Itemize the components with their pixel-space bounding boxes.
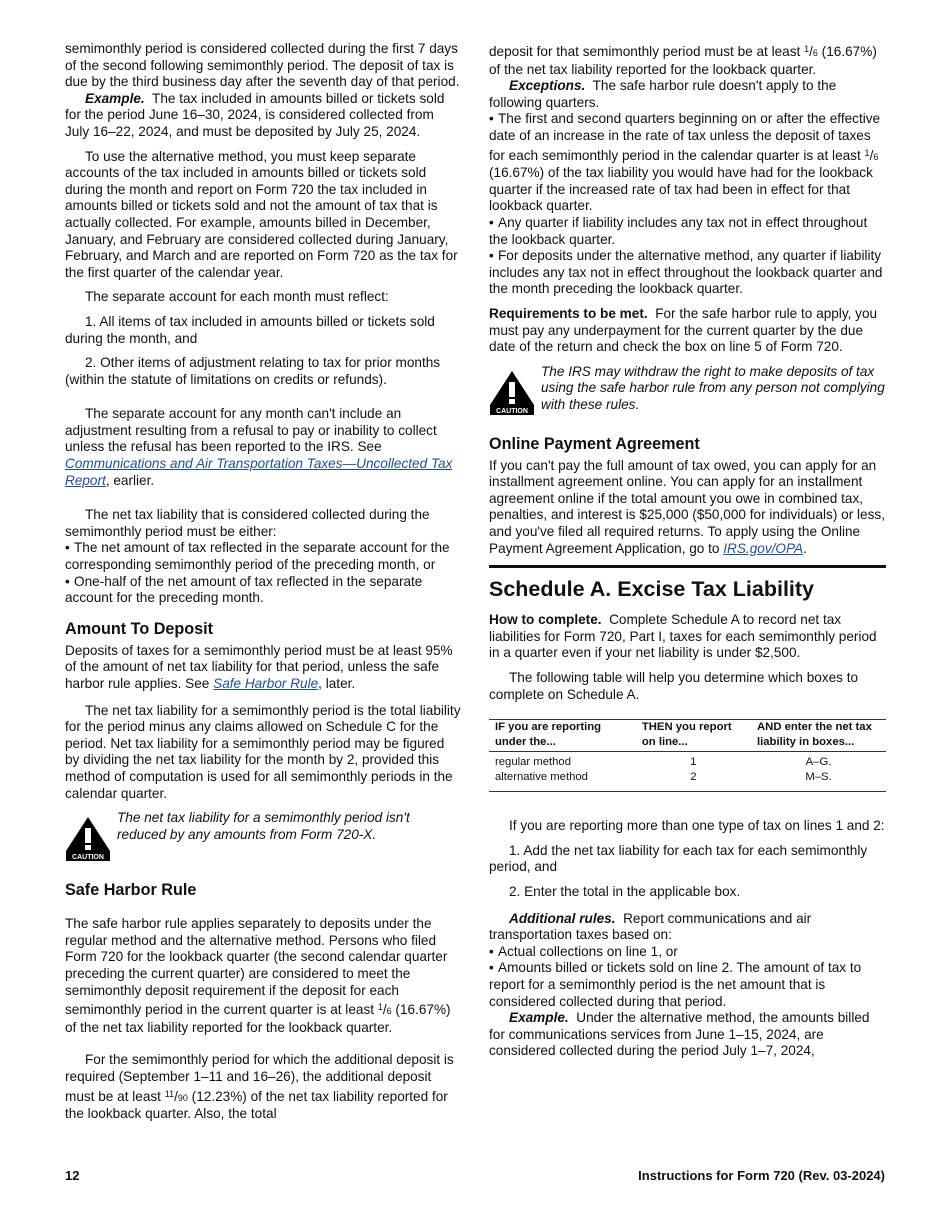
- fraction-denominator: 6: [386, 1006, 392, 1017]
- text: Report communications and air transportation taxes based on:: [489, 910, 812, 943]
- paragraph: semimonthly period is considered collected during the first 7 days of the second following semimonthly period. The deposit of tax is due by the third business day after the seventh day of that period.: [65, 41, 460, 90]
- bullet-icon: •: [65, 573, 70, 589]
- caution-icon: [489, 370, 535, 416]
- text: (16.67%) of the net tax liability reported for the lookback quarter.: [65, 1002, 451, 1035]
- bullet-item: [489, 960, 886, 1010]
- table-cell: M–S.: [751, 770, 886, 792]
- text: For deposits under the alternative method, any quarter if liability includes any tax not in effect throughout the lookback quarter and the month preceding the lookback quarter.: [489, 248, 883, 297]
- table-cell: regular method: [495, 756, 571, 769]
- text: deposit for that semimonthly period must be at least: [489, 44, 805, 59]
- caution-note: [65, 810, 461, 862]
- fraction-numerator: 1: [864, 147, 870, 158]
- fraction-numerator: 11: [164, 1088, 175, 1099]
- bullet-item: [489, 944, 886, 961]
- example-paragraph: [489, 1010, 886, 1060]
- text: Any quarter if liability includes any tax not in effect throughout the lookback quarter.: [489, 214, 868, 247]
- page-number: 12: [65, 1168, 80, 1183]
- text: The safe harbor rule doesn't apply to the following quarters.: [489, 78, 837, 110]
- text: , later.: [318, 676, 356, 691]
- table-header: AND enter the net tax liability in boxes...: [751, 720, 886, 752]
- paragraph: If you are reporting more than one type of tax on lines 1 and 2:: [509, 818, 885, 834]
- fraction-denominator: 90: [177, 1092, 188, 1103]
- section-heading: Online Payment Agreement: [489, 434, 700, 453]
- text: If you can't pay the full amount of tax owed, you can apply for an installment agreement online. You can apply for an installment agreement online if the total amount you owe in combined tax, penalties, and interest is $25,000 ($50,000 for individuals) or less, and you've filed all required returns. To apply using the Online Payment Agreement Application, go to: [489, 457, 885, 556]
- paragraph: To use the alternative method, you must keep separate accounts of the tax included in amounts billed or tickets sold during the month and report on Form 720 the tax included in amounts billed or tickets sold and not the amount of tax that is actually collected. For example, amounts billed in December, January, and February are considered collected during January, February, and March and are reported on Form 720 as the tax for the first quarter of the calendar year.: [65, 148, 458, 280]
- requirements-paragraph: [489, 306, 886, 356]
- exceptions-label: Exceptions.: [509, 78, 586, 94]
- section-heading: Safe Harbor Rule: [65, 881, 197, 900]
- text: For the safe harbor rule to apply, you must pay any underpayment for the current quarter by the due date of the return and check the box on line 5 of Form 720.: [489, 305, 878, 355]
- fraction-numerator: 1: [377, 1002, 383, 1013]
- additional-rules-label: Additional rules.: [509, 910, 616, 926]
- right-column: [489, 41, 886, 1060]
- schedule-section: [489, 565, 886, 602]
- table-cell: A–G.: [805, 756, 832, 769]
- example-paragraph: [65, 91, 461, 141]
- caution-label: CAUTION: [496, 407, 528, 415]
- paragraph: The net tax liability for a semimonthly period is the total liability for the period minus any claims allowed on Schedule C for the period. Net tax liability for a semimonthly period may be figured by dividing the net tax liability for the month by 2, provided this method of computation is used for all semimonthly periods in the calendar quarter.: [65, 702, 461, 801]
- schedule-heading: Schedule A. Excise Tax Liability: [489, 565, 886, 602]
- text: The first and second quarters beginning on or after the effective date of an increase in the rate of tax unless the deposit of taxes for each semimonthly period in the calendar quarter is at least: [489, 111, 881, 163]
- caution-text: The IRS may withdraw the right to make deposits of tax using the safe harbor rule from any person not complying with these rules.: [541, 363, 885, 412]
- schedule-table: [489, 719, 886, 792]
- section-heading: Amount To Deposit: [65, 619, 214, 638]
- text: The safe harbor rule applies separately to deposits under the regular method and the alternative method. Persons who filed Form 720 for the lookback quarter (the second calendar quarter preceding the current quarter) are considered to meet the semimonthly deposit requirement if the deposit for each semimonthly period in the current quarter is at least: [65, 916, 448, 1018]
- text: Under the alternative method, the amounts billed for communications services from June 1–15, 2024, are considered collected during the period July 1–7, 2024,: [489, 1010, 870, 1059]
- caution-text: The net tax liability for a semimonthly period isn't reduced by any amounts from Form 720-X.: [117, 810, 410, 842]
- table-cell: 1: [690, 756, 697, 769]
- bullet-item: [65, 574, 461, 607]
- paragraph: deposit for that semimonthly period must be at least $^1$/6 (16.67%) of the net tax liability reported for the lookback quarter.: [489, 44, 877, 77]
- table-header: IF you are reporting under the...: [489, 720, 636, 752]
- additional-rules-paragraph: [489, 911, 886, 944]
- example-label: Example.: [509, 1010, 569, 1026]
- paragraph: The safe harbor rule applies separately to deposits under the regular method and the alternative method. Persons who filed Form 720 for the lookback quarter (the second calendar quarter preceding the current quarter) are considered to meet the semimonthly deposit requirement if the deposit for each semimonthly period in the current quarter is at least $^1$/6 (16.67%) of the net tax liability reported for the lookback quarter.: [65, 916, 451, 1035]
- table-header: THEN you report on line...: [636, 720, 751, 752]
- text: One-half of the net amount of tax reflected in the separate account for the preceding month.: [65, 573, 423, 606]
- safe-harbor-link[interactable]: Safe Harbor Rule: [213, 676, 319, 691]
- paragraph: The following table will help you determine which boxes to complete on Schedule A.: [489, 670, 859, 702]
- caution-icon: [65, 816, 111, 862]
- left-column: [65, 41, 461, 1123]
- requirements-label: Requirements to be met.: [489, 305, 648, 321]
- bullet-icon: •: [489, 943, 494, 959]
- exceptions-paragraph: [489, 78, 886, 111]
- paragraph: The separate account for each month must reflect:: [85, 289, 389, 305]
- paragraph: The net tax liability that is considered collected during the semimonthly period must be either:: [65, 507, 430, 539]
- fraction-denominator: 6: [812, 48, 818, 58]
- text: Deposits of taxes for a semimonthly period must be at least 95% of the amount of net tax liability for that period, unless the safe harbor rule applies. See: [65, 642, 453, 691]
- bullet-icon: •: [489, 960, 494, 976]
- bullet-item: [65, 540, 461, 573]
- how-label: How to complete.: [489, 612, 602, 628]
- uncollected-tax-report-link[interactable]: Communications and Air Transportation Taxes—Uncollected Tax Report: [65, 456, 453, 488]
- paragraph: For the semimonthly period for which the additional deposit is required (September 1–11 and 16–26), the additional deposit must be at least $^{11}$/90 (12.23%) of the net tax liability reported for the lookback quarter. Also, the total: [65, 1052, 454, 1122]
- footer-title: Instructions for Form 720 (Rev. 03-2024): [638, 1168, 885, 1183]
- text: The separate account for any month can't include an adjustment resulting from a refusal to pay or inability to collect unless the refusal has been reported to the IRS. See: [65, 406, 437, 455]
- text: , earlier.: [105, 472, 155, 488]
- fraction-numerator: 1: [804, 44, 810, 54]
- paragraph: [489, 458, 886, 558]
- list-item: 2. Enter the total in the applicable box.: [509, 884, 741, 899]
- bullet-item: [489, 248, 886, 298]
- example-text: The tax included in amounts billed or tickets sold for the period June 16–30, 2024, is considered collected from July 16–22, 2024, and must be deposited by July 25, 2024.: [65, 90, 445, 139]
- list-item: 1. Add the net tax liability for each tax for each semimonthly period, and: [489, 842, 868, 875]
- table-cell: alternative method: [489, 770, 636, 792]
- table-cell: 2: [636, 770, 751, 792]
- example-label: Example.: [85, 90, 145, 106]
- table-header-row: [489, 720, 886, 752]
- irs-opa-link[interactable]: IRS.gov/OPA: [723, 540, 804, 556]
- text: .: [803, 540, 807, 556]
- text: (12.23%) of the net tax liability reported for the lookback quarter. Also, the total: [65, 1088, 448, 1122]
- bullet-icon: •: [489, 111, 494, 127]
- table-row: [489, 770, 886, 792]
- table-row: [489, 752, 886, 771]
- text: The net amount of tax reflected in the separate account for the corresponding semimonthly period of the preceding month, or: [65, 540, 450, 573]
- text: Complete Schedule A to record net tax liabilities for Form 720, Part I, taxes for each semimonthly period in a quarter even if your net liability is under $2,500.: [489, 612, 877, 661]
- bullet-icon: •: [65, 540, 70, 556]
- text: (16.67%) of the net tax liability reported for the lookback quarter.: [489, 44, 877, 77]
- fraction-denominator: 6: [873, 151, 879, 162]
- bullet-item: • The first and second quarters beginning on or after the effective date of an increase in the rate of tax unless the deposit of taxes for each semimonthly period in the calendar quarter is at least $^1$/6 (16.67%) of the tax liability you would have had for the lookback quarter if the increased rate of tax had been in effect for that lookback quarter.: [489, 111, 881, 214]
- paragraph: [65, 406, 461, 489]
- list-item: 2. Other items of adjustment relating to tax for prior months (within the statute of limitations on credits or refunds).: [65, 355, 441, 387]
- paragraph: [65, 643, 461, 693]
- bullet-icon: •: [489, 214, 494, 230]
- bullet-icon: •: [489, 248, 494, 264]
- text: Actual collections on line 1, or: [498, 943, 678, 959]
- caution-note: [489, 364, 886, 416]
- list-item: 1. All items of tax included in amounts billed or tickets sold during the month, and: [65, 313, 435, 346]
- how-to-complete-paragraph: [489, 612, 886, 662]
- bullet-item: [489, 215, 886, 248]
- text: (16.67%) of the tax liability you would have had for the lookback quarter if the increased rate of tax had been in effect for that lookback quarter.: [489, 165, 873, 214]
- text: For the semimonthly period for which the additional deposit is required (September 1–11 and 16–26), the additional deposit must be at least: [65, 1052, 454, 1104]
- text: Amounts billed or tickets sold on line 2. The amount of tax to report for a semimonthly period is the net amount that is considered collected during that period.: [489, 960, 862, 1009]
- caution-label: CAUTION: [72, 854, 104, 862]
